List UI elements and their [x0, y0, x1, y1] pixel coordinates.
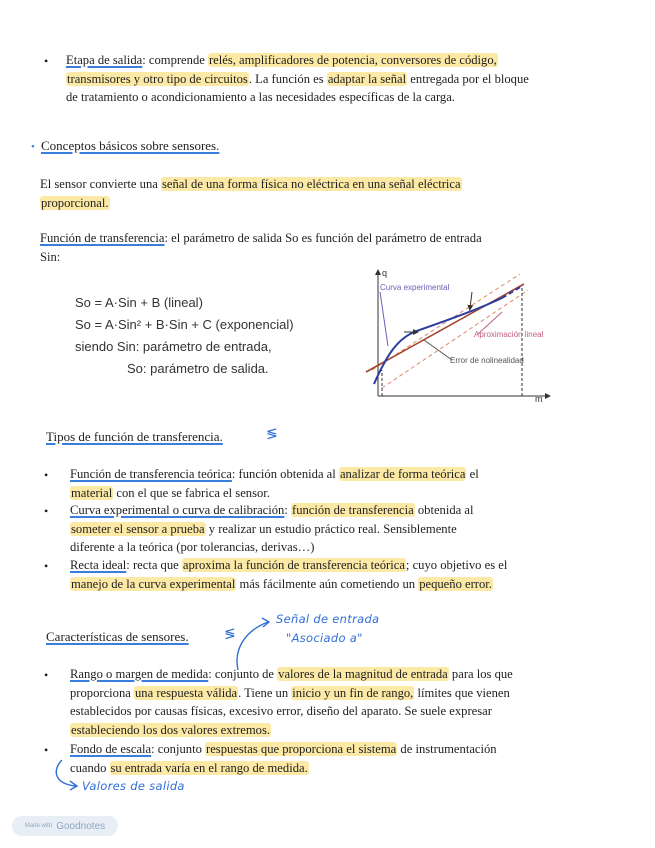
fondo-escala-item: [70, 740, 635, 777]
y-axis-label: q: [382, 268, 388, 278]
text: más fácilmente aún cometiendo un: [236, 576, 419, 591]
text: el: [466, 467, 479, 481]
etapa-salida-term: Etapa de salida: [66, 53, 143, 67]
bracket-mark: ≶: [224, 626, 237, 642]
highlight: material: [71, 485, 113, 500]
fondo-escala-term: Fondo de escala: [70, 742, 152, 756]
handwritten-note-associated: "Asociado a": [286, 631, 363, 645]
highlight: relés, amplificadores de potencia, conversores de código,: [208, 53, 497, 67]
handwritten-note-input: Señal de entrada: [276, 612, 380, 626]
formula-output-def: So: parámetro de salida.: [127, 361, 269, 376]
etapa-salida-paragraph: [66, 51, 636, 107]
formula-exponential: So = A·Sin² + B·Sin + C (exponencial): [75, 317, 294, 332]
caracteristicas-title: Características de sensores.: [46, 629, 189, 644]
text: : el parámetro de salida So es función del parámetro de entrada: [164, 231, 482, 245]
sensor-paragraph: [40, 175, 630, 212]
highlight: proporcional.: [41, 195, 109, 210]
text: proporciona: [70, 685, 134, 700]
text: obtenida al: [414, 503, 474, 517]
highlight: una respuesta válida: [135, 685, 238, 700]
tipo-recta-ideal-item: [70, 556, 640, 593]
highlight: inicio y un fin de rango,: [292, 685, 414, 700]
text: con el que se fabrica el sensor.: [113, 485, 270, 500]
bullet: •: [44, 468, 49, 482]
text: . La función es: [248, 71, 327, 86]
x-axis-label: m: [535, 394, 543, 404]
formula-block: [75, 292, 294, 380]
highlight: someter el sensor a prueba: [71, 521, 205, 536]
formula-linear: So = A·Sin + B (lineal): [75, 295, 203, 310]
tipo-teorica-item: [70, 465, 640, 502]
goodnotes-badge: [12, 816, 118, 836]
text: Sin:: [40, 249, 61, 264]
handwritten-note-output: Valores de salida: [82, 779, 185, 793]
bullet: •: [44, 504, 49, 518]
funcion-transferencia-term: Función de transferencia: [40, 231, 165, 245]
text: : conjunto: [151, 742, 206, 756]
error-arrow-up: [470, 292, 472, 308]
bullet: •: [44, 54, 49, 68]
highlight: manejo de la curva experimental: [71, 576, 236, 591]
text: de instrumentación: [397, 742, 497, 756]
text: . Tiene un: [238, 685, 292, 700]
formula-input-def: siendo Sin: parámetro de entrada,: [75, 339, 272, 354]
tipos-title: Tipos de función de transferencia.: [46, 429, 223, 444]
highlight: adaptar la señal: [327, 71, 407, 86]
highlight: respuestas que proporciona el sistema: [206, 742, 397, 756]
text: y realizar un estudio práctico real. Sensiblemente: [205, 521, 457, 536]
tipo-experimental-item: [70, 501, 640, 557]
linear-approximation-label: Aproximación lineal: [474, 330, 544, 339]
text: : conjunto de: [208, 667, 278, 681]
blue-bullet: •: [31, 141, 35, 153]
nonlinearity-error-label: Error de nolinealidad: [450, 356, 524, 365]
highlight: analizar de forma teórica: [339, 467, 466, 481]
text: para los que: [448, 667, 513, 681]
transfer-function-diagram: [352, 262, 552, 404]
rango-medida-item: [70, 665, 635, 739]
text: ; cuyo objetivo es el: [405, 558, 508, 572]
text: : recta que: [126, 558, 182, 572]
bracket-mark: ≶: [266, 426, 279, 442]
highlight: valores de la magnitud de entrada: [278, 667, 448, 681]
badge-brand-text: Goodnotes: [56, 820, 106, 832]
text: cuando: [70, 760, 110, 775]
conceptos-title: Conceptos básicos sobre sensores.: [41, 138, 220, 153]
highlight: aproxima la función de transferencia teórica: [182, 558, 405, 572]
bullet: •: [44, 743, 49, 757]
badge-small-text: Made with: [24, 823, 53, 829]
funcion-transferencia-paragraph: [40, 229, 630, 266]
tipo-teorica-term: Función de transferencia teórica: [70, 467, 232, 481]
bullet: •: [44, 668, 49, 682]
highlight: función de transferencia: [292, 503, 414, 517]
text: : comprende: [142, 53, 208, 67]
tipo-recta-ideal-term: Recta ideal: [70, 558, 127, 572]
text: diferente a la teórica (por tolerancias, derivas…): [70, 540, 315, 554]
curve-label-pointer: [380, 292, 388, 346]
highlight: señal de una forma física no eléctrica en una señal eléctrica: [162, 177, 461, 191]
highlight: estableciendo los dos valores extremos.: [71, 722, 270, 737]
text: límites que vienen: [414, 685, 510, 700]
error-label-pointer: [424, 340, 452, 360]
experimental-curve: [374, 298, 502, 384]
text: El sensor convierte una: [40, 177, 161, 191]
highlight: transmisores y otro tipo de circuitos: [67, 71, 248, 86]
rango-medida-term: Rango o margen de medida: [70, 667, 209, 681]
text: :: [284, 503, 292, 517]
text: establecidos por causas físicas, excesivo error, diseño del aparato. Se suele expresar: [70, 704, 492, 718]
highlight: su entrada varía en el rango de medida.: [110, 760, 308, 775]
text: de tratamiento o acondicionamiento a las necesidades específicas de la carga.: [66, 90, 455, 104]
highlight: pequeño error.: [419, 576, 492, 591]
text: entregada por el bloque: [407, 71, 529, 86]
curve-experimental-label: Curva experimental: [380, 283, 450, 292]
text: : función obtenida al: [231, 467, 339, 481]
tipo-experimental-term: Curva experimental o curva de calibración: [70, 503, 285, 517]
bullet: •: [44, 559, 49, 573]
